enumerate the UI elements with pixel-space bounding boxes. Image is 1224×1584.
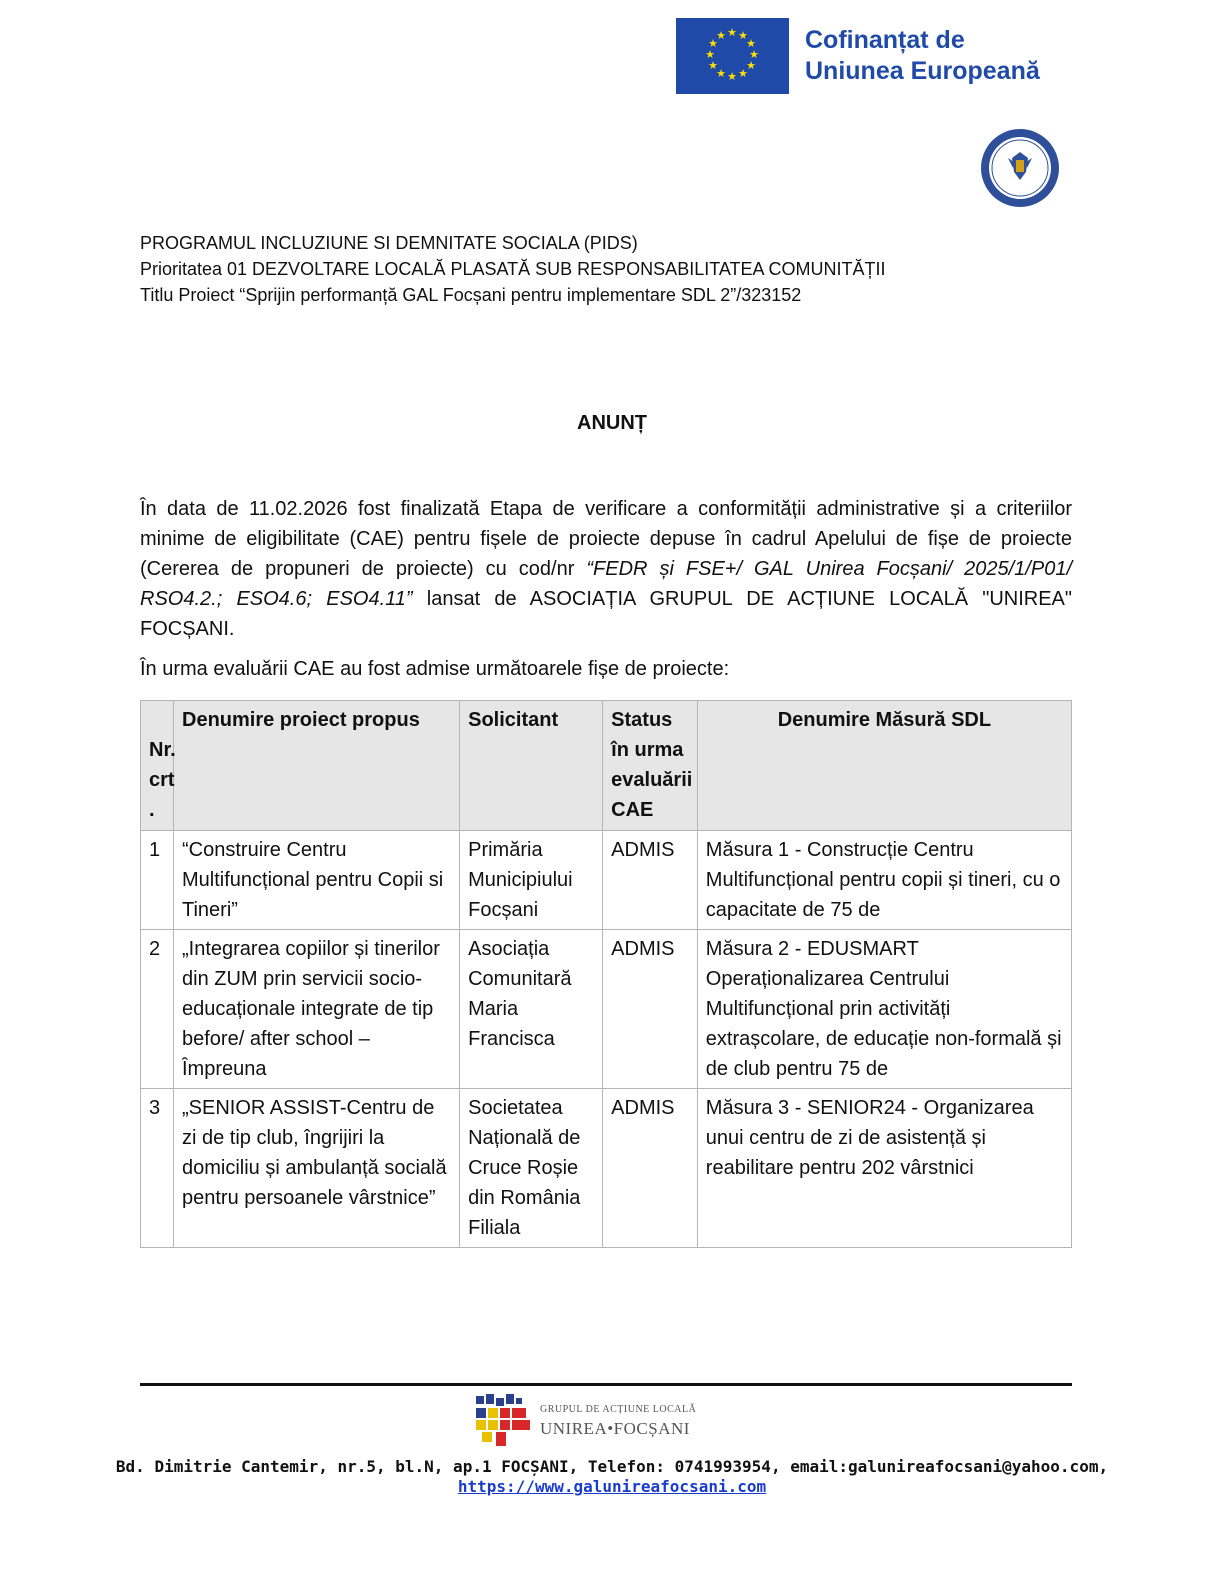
program-name: PROGRAMUL INCLUZIUNE SI DEMNITATE SOCIALA (PIDS) [140, 233, 638, 253]
svg-text:★: ★ [738, 29, 748, 42]
table-row [141, 1089, 1072, 1248]
table-header-row [141, 701, 1072, 831]
announcement-title: ANUNȚ [577, 412, 647, 434]
footer-address: Bd. Dimitrie Cantemir, nr.5, bl.N, ap.1 FOCȘANI, Telefon: 0741993954, email:galunireafocsani@yahoo.com, [115, 1457, 1109, 1476]
eu-cofinancing-logo [676, 18, 1040, 94]
eu-logo-line1: Cofinanțat de [805, 26, 965, 54]
svg-text:★: ★ [746, 37, 756, 50]
row-project [174, 930, 460, 1089]
header-project: Denumire proiect propus [174, 701, 460, 831]
svg-text:★: ★ [746, 59, 756, 72]
announcement-paragraph [140, 494, 1072, 644]
gal-logo-icon [474, 1392, 532, 1450]
row-measure: Măsura 3 - SENIOR24 - Organizarea unui centru de zi de asistență și reabilitare pentru 202 vârstnici [697, 1089, 1071, 1248]
svg-text:★: ★ [749, 48, 759, 61]
row-project-text: „Integrarea copiilor și tinerilor din ZUM prin servicii socio-educaționale integrate de tip before/ after school – Împreuna [182, 938, 440, 1080]
paragraph-part1: În data de 11.02.2026 fost finalizată Etapa de verificare a conformității administrative și a criteriilor minime de eligibilitate (CAE) pentru fișele de proiecte depuse în cadrul Apelului de fișe de proiecte (Cererea de propuneri de proiecte) cu cod/nr [140, 498, 1072, 580]
row-applicant [460, 1089, 603, 1248]
row-applicant-text: Societatea Națională de Cruce Roșie din România Filiala [468, 1097, 581, 1239]
gal-logo [474, 1392, 696, 1450]
svg-text:★: ★ [716, 29, 726, 42]
project-title: Titlu Proiect “Sprijin performanță GAL Focșani pentru implementare SDL 2”/323152 [140, 285, 802, 305]
svg-text:★: ★ [738, 67, 748, 80]
table-row [141, 930, 1072, 1089]
header-nr: Nr. crt . [141, 701, 174, 831]
row-status: ADMIS [603, 831, 698, 930]
admitted-intro: În urma evaluării CAE au fost admise următoarele fișe de proiecte: [140, 658, 730, 680]
program-heading [140, 230, 886, 308]
program-priority: Prioritatea 01 DEZVOLTARE LOCALĂ PLASATĂ SUB RESPONSABILITATEA COMUNITĂȚII [140, 259, 886, 279]
row-applicant: Primăria Municipiului Focșani [460, 831, 603, 930]
row-project: „SENIOR ASSIST-Centru de zi de tip club, îngrijiri la domiciliu și ambulanță socială pentru persoanele vârstnice” [174, 1089, 460, 1248]
eu-flag-icon [676, 18, 789, 94]
gal-logo-small-text: GRUPUL DE ACȚIUNE LOCALĂ [540, 1403, 697, 1415]
footer-divider [140, 1383, 1072, 1386]
row-status: ADMIS [603, 1089, 698, 1248]
row-nr: 2 [141, 930, 174, 1089]
header-applicant: Solicitant [460, 701, 603, 831]
header-measure: Denumire Măsură SDL [697, 701, 1071, 831]
eu-logo-line2: Uniunea Europeană [805, 57, 1040, 85]
svg-text:★: ★ [716, 67, 726, 80]
row-measure [697, 831, 1071, 930]
government-seal-icon [980, 128, 1060, 208]
svg-text:★: ★ [708, 59, 718, 72]
row-nr: 1 [141, 831, 174, 930]
results-table [140, 700, 1072, 1248]
svg-text:★: ★ [727, 26, 737, 39]
header-status: Status în urma evaluării CAE [603, 701, 698, 831]
svg-text:★: ★ [708, 37, 718, 50]
row-measure-text: Măsura 1 - Construcție Centru Multifuncțional pentru copii și tineri, cu o capacitate de 75 de [705, 839, 1061, 921]
svg-text:★: ★ [705, 48, 715, 61]
table-row [141, 831, 1072, 930]
row-measure [697, 930, 1071, 1089]
svg-text:★: ★ [727, 70, 737, 83]
call-code: “FEDR și FSE+/ GAL Unirea Focșani/ 2025/1/P01/ RSO4.2.; ESO4.6; ESO4.11” [140, 558, 1072, 610]
paragraph-part2: lansat de ASOCIAȚIA GRUPUL DE ACȚIUNE LOCALĂ "UNIREA" FOCȘANI. [140, 588, 1072, 640]
row-nr: 3 [141, 1089, 174, 1248]
row-status: ADMIS [603, 930, 698, 1089]
gal-logo-name: UNIREA•FOCȘANI [540, 1418, 690, 1438]
website-link[interactable]: https://www.galunireafocsani.com [457, 1477, 767, 1496]
footer-address-block [0, 1457, 1224, 1497]
row-applicant: Asociația Comunitară Maria Francisca [460, 930, 603, 1089]
row-measure-text: Măsura 2 - EDUSMART Operaționalizarea Centrului Multifuncțional prin activități extrașcolare, de educație non-formală și de club pentru 75 de [705, 938, 1062, 1080]
row-project: “Construire Centru Multifuncțional pentru Copii si Tineri” [174, 831, 460, 930]
